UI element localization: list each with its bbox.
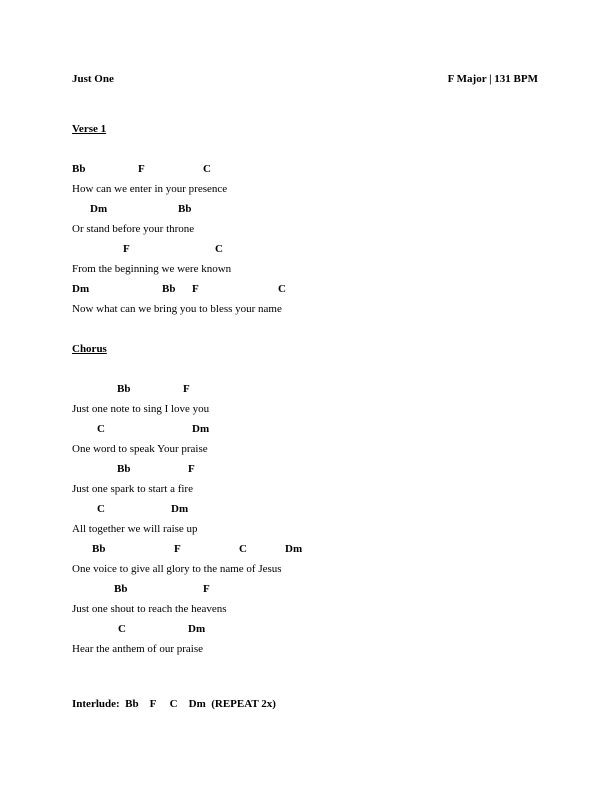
chord: Dm: [285, 543, 303, 555]
chorus-chord-line-3: [72, 462, 552, 476]
verse1-heading: Verse 1: [72, 123, 107, 135]
chord: Dm: [171, 503, 189, 515]
chord: Dm: [188, 623, 206, 635]
chord: C: [215, 243, 223, 255]
song-key-tempo: F Major | 131 BPM: [447, 73, 538, 85]
chord: Bb: [117, 383, 131, 395]
chord: F: [188, 463, 195, 475]
chorus-lyric-line-3: Just one spark to start a fire: [72, 483, 193, 495]
verse1-chord-line-4: [72, 282, 552, 296]
chord: Dm: [72, 283, 90, 295]
verse1-lyric-line-1: How can we enter in your presence: [72, 183, 228, 195]
verse1-chord-line-2: [72, 202, 552, 216]
verse1-chord-line-3: [72, 242, 552, 256]
chorus-chord-line-1: [72, 382, 552, 396]
interlude-line: Interlude: Bb F C Dm (REPEAT 2x): [72, 698, 276, 710]
chorus-lyric-line-1: Just one note to sing I love you: [72, 403, 210, 415]
chord: F: [183, 383, 190, 395]
chord: F: [203, 583, 210, 595]
chord: C: [278, 283, 286, 295]
verse1-lyric-line-2: Or stand before your throne: [72, 223, 195, 235]
chord: Dm: [90, 203, 108, 215]
chord: Bb: [178, 203, 192, 215]
chord: Bb: [114, 583, 128, 595]
chord: F: [192, 283, 199, 295]
chord: Bb: [72, 163, 86, 175]
chord: Dm: [192, 423, 210, 435]
chorus-lyric-line-4: All together we will raise up: [72, 523, 198, 535]
chorus-chord-line-6: [72, 582, 552, 596]
chorus-heading: Chorus: [72, 343, 107, 355]
verse1-lyric-line-3: From the beginning we were known: [72, 263, 232, 275]
chord: C: [97, 503, 105, 515]
verse1-chord-line-1: [72, 162, 552, 176]
chorus-chord-line-7: [72, 622, 552, 636]
chord: Bb: [92, 543, 106, 555]
song-title: Just One: [72, 73, 114, 85]
chorus-lyric-line-2: One word to speak Your praise: [72, 443, 208, 455]
chorus-lyric-line-5: One voice to give all glory to the name of Jesus: [72, 563, 282, 575]
chord: C: [203, 163, 211, 175]
chord: C: [118, 623, 126, 635]
chord: F: [174, 543, 181, 555]
chord: C: [239, 543, 247, 555]
chord: Bb: [162, 283, 176, 295]
chorus-chord-line-2: [72, 422, 552, 436]
verse1-lyric-line-4: Now what can we bring you to bless your name: [72, 303, 282, 315]
chorus-lyric-line-7: Hear the anthem of our praise: [72, 643, 204, 655]
chord: F: [138, 163, 145, 175]
chorus-chord-line-4: [72, 502, 552, 516]
chord: C: [97, 423, 105, 435]
chorus-chord-line-5: [72, 542, 552, 556]
chorus-lyric-line-6: Just one shout to reach the heavens: [72, 603, 227, 615]
chord: F: [123, 243, 130, 255]
chord: Bb: [117, 463, 131, 475]
